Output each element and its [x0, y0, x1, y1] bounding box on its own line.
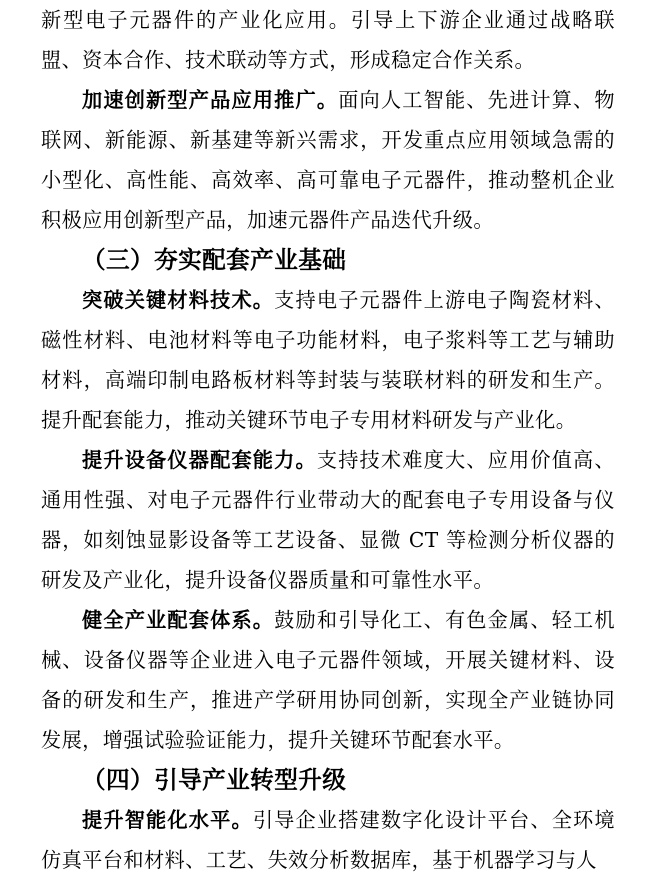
paragraph-industry-system: [41, 600, 615, 760]
paragraph-lead: 突破关键材料技术。: [82, 288, 275, 312]
paragraph-intelligence: [41, 800, 615, 880]
paragraph-key-materials: [41, 280, 615, 440]
paragraph-text: 支持技术难度大、应用价值高、通用性强、对电子元器件行业带动大的配套电子专用设备与仪器，如刻蚀显影设备等工艺设备、显微 CT 等检测分析仪器的研发及产业化，提升设备仪器质量和可靠性水平。: [41, 448, 615, 592]
paragraph-text: 支持电子元器件上游电子陶瓷材料、磁性材料、电池材料等电子功能材料，电子浆料等工艺与辅助材料，高端印制电路板材料等封装与装联材料的研发和生产。提升配套能力，推动关键环节电子专用材料研发与产业化。: [41, 288, 615, 432]
paragraph-lead: 健全产业配套体系。: [82, 608, 275, 632]
paragraph-text: 面向人工智能、先进计算、物联网、新能源、新基建等新兴需求，开发重点应用领域急需的小型化、高性能、高效率、高可靠电子元器件，推动整机企业积极应用创新型产品，加速元器件产品迭代升级。: [41, 88, 615, 232]
paragraph-text: 鼓励和引导化工、有色金属、轻工机械、设备仪器等企业进入电子元器件领域，开展关键材料、设备的研发和生产，推进产学研用协同创新，实现全产业链协同发展，增强试验验证能力，提升关键环节配套水平。: [41, 608, 615, 752]
paragraph-lead: 加速创新型产品应用推广。: [82, 88, 339, 112]
paragraph-text: 新型电子元器件的产业化应用。引导上下游企业通过战略联盟、资本合作、技术联动等方式，形成稳定合作关系。: [41, 8, 615, 72]
section-heading-4: （四）引导产业转型升级: [82, 766, 347, 794]
paragraph-text: 引导企业搭建数字化设计平台、全环境仿真平台和材料、工艺、失效分析数据库，基于机器学习与人: [41, 808, 615, 872]
paragraph-product-promotion: [41, 80, 615, 240]
section-heading-3: （三）夯实配套产业基础: [82, 246, 347, 274]
paragraph-lead: 提升设备仪器配套能力。: [82, 448, 317, 472]
paragraph-continuation: [41, 0, 615, 80]
paragraph-equipment: [41, 440, 615, 600]
paragraph-lead: 提升智能化水平。: [82, 808, 253, 832]
